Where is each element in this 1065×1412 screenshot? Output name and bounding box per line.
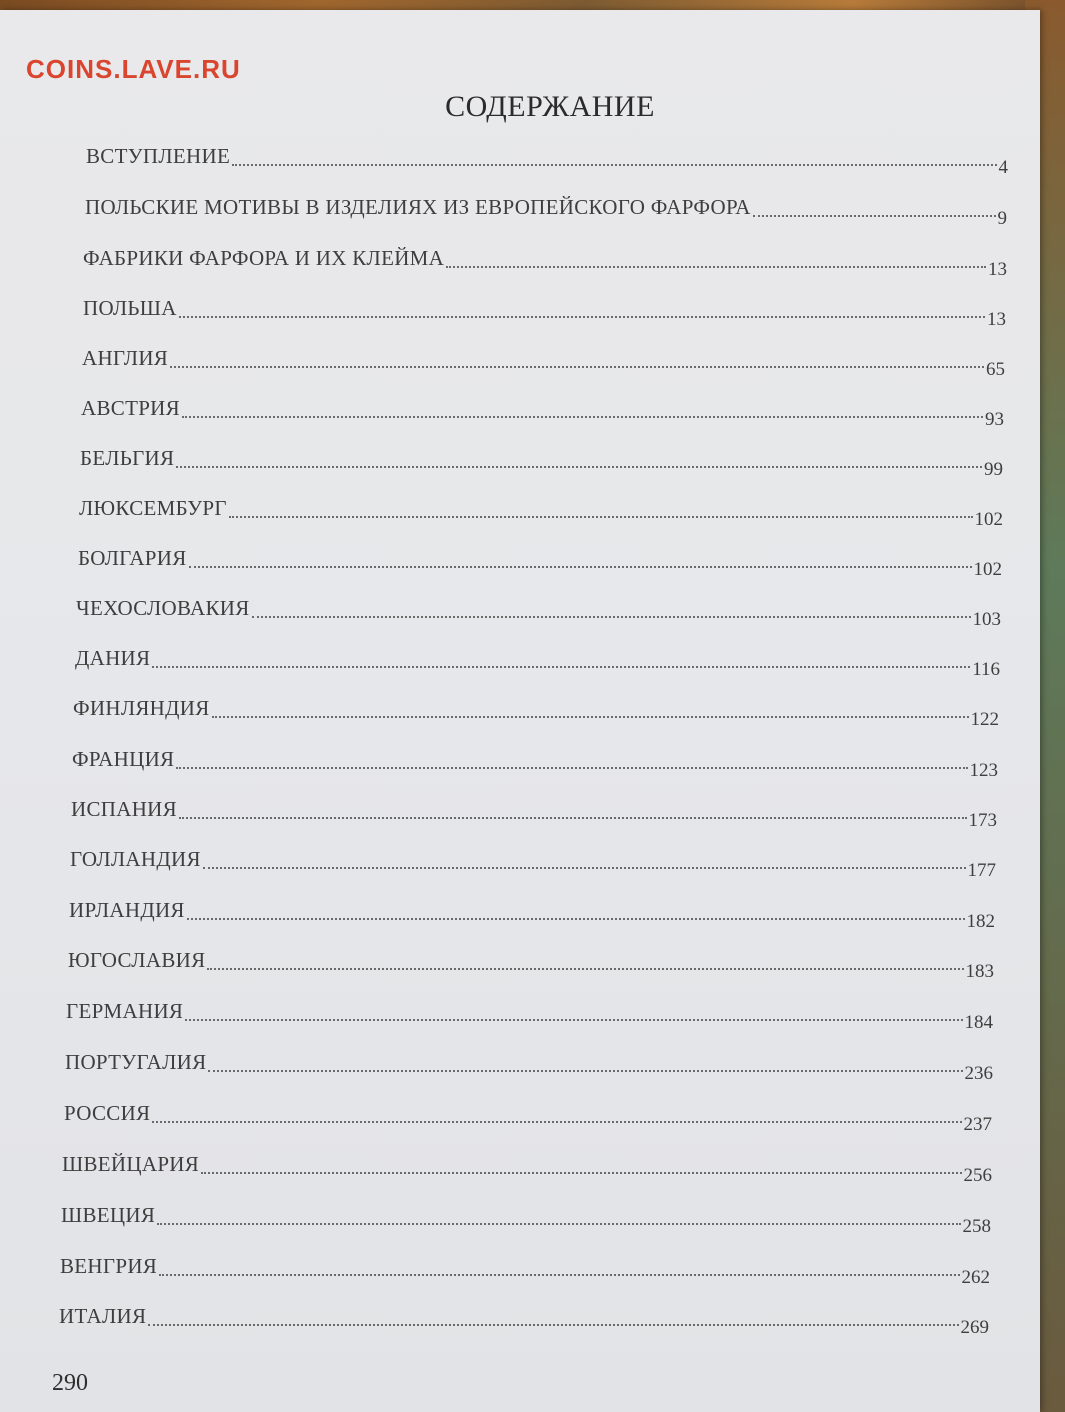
toc-entry: [76, 596, 1001, 630]
toc-entry-label: РОССИЯ: [64, 1101, 151, 1125]
toc-leader: [152, 1121, 961, 1123]
toc-entry-page: 256: [963, 1165, 992, 1186]
toc-entry: [71, 797, 997, 831]
toc-entry: [64, 1101, 992, 1135]
toc-entry: [82, 346, 1005, 380]
toc-entry-page: 258: [962, 1216, 991, 1237]
toc-entry: [60, 1254, 990, 1288]
toc-entry-label: ФРАНЦИЯ: [72, 747, 175, 771]
toc-entry: [65, 1050, 993, 1084]
toc-entry: [62, 1152, 992, 1186]
page-number: 290: [52, 1370, 88, 1396]
toc-entry-label: ИСПАНИЯ: [71, 797, 177, 821]
table-of-contents: [0, 10, 1040, 1412]
toc-entry-page: 9: [997, 208, 1007, 229]
toc-entry: [79, 496, 1003, 530]
toc-leader: [157, 1223, 960, 1225]
toc-entry: [61, 1203, 991, 1237]
toc-leader: [152, 666, 970, 668]
toc-leader: [187, 918, 965, 920]
toc-entry-label: ЛЮКСЕМБУРГ: [79, 496, 227, 520]
watermark: COINS.LAVE.RU: [26, 54, 241, 84]
toc-entry-page: 102: [973, 559, 1002, 580]
toc-entry-page: 116: [972, 659, 1000, 680]
page-title: СОДЕРЖАНИЕ: [445, 90, 655, 123]
toc-leader: [229, 516, 973, 518]
toc-entry: [85, 195, 1007, 229]
toc-entry-page: 262: [961, 1267, 990, 1288]
toc-entry-label: ВЕНГРИЯ: [60, 1254, 158, 1278]
toc-leader: [176, 466, 982, 468]
toc-entry-page: 182: [966, 911, 995, 932]
toc-leader: [170, 366, 984, 368]
toc-entry-page: 236: [964, 1063, 993, 1084]
toc-entry: [73, 696, 999, 730]
toc-leader: [232, 164, 996, 166]
toc-entry-label: ГОЛЛАНДИЯ: [70, 847, 201, 871]
toc-entry-label: ЮГОСЛАВИЯ: [68, 948, 206, 972]
toc-leader: [182, 416, 983, 418]
toc-entry: [83, 296, 1006, 330]
toc-entry-page: 4: [998, 157, 1008, 178]
toc-leader: [212, 716, 969, 718]
toc-entry: [69, 898, 995, 932]
toc-entry-label: ИРЛАНДИЯ: [69, 898, 185, 922]
toc-leader: [201, 1172, 961, 1174]
toc-entry-label: ПОРТУГАЛИЯ: [65, 1050, 207, 1074]
toc-entry-label: ФАБРИКИ ФАРФОРА И ИХ КЛЕЙМА: [83, 246, 445, 270]
toc-entry-page: 177: [967, 860, 996, 881]
toc-entry: [68, 948, 994, 982]
toc-leader: [179, 817, 967, 819]
toc-entry-label: АНГЛИЯ: [82, 346, 169, 370]
toc-leader: [203, 867, 966, 869]
toc-entry-label: ШВЕЦИЯ: [61, 1203, 156, 1227]
toc-entry-page: 237: [963, 1114, 992, 1135]
toc-entry: [75, 646, 1000, 680]
toc-entry-page: 122: [970, 709, 999, 730]
toc-entry-label: ФИНЛЯНДИЯ: [73, 696, 210, 720]
toc-entry: [59, 1304, 989, 1338]
toc-leader: [148, 1324, 958, 1326]
toc-entry-label: ИТАЛИЯ: [59, 1304, 147, 1328]
toc-entry: [72, 747, 998, 781]
toc-leader: [207, 968, 963, 970]
toc-entry-page: 173: [968, 810, 997, 831]
toc-leader: [179, 316, 985, 318]
toc-leader: [185, 1019, 962, 1021]
toc-entry-page: 103: [972, 609, 1001, 630]
toc-entry: [66, 999, 993, 1033]
toc-leader: [208, 1070, 962, 1072]
book-page: [0, 10, 1040, 1412]
toc-entry-label: АВСТРИЯ: [81, 396, 180, 420]
toc-entry-page: 93: [985, 409, 1004, 430]
toc-entry-page: 99: [984, 459, 1003, 480]
toc-leader: [446, 266, 986, 268]
toc-entry-page: 269: [960, 1317, 989, 1338]
toc-entry: [78, 546, 1002, 580]
toc-entry-page: 13: [988, 259, 1007, 280]
toc-entry-page: 184: [964, 1012, 993, 1033]
toc-entry-label: ПОЛЬСКИЕ МОТИВЫ В ИЗДЕЛИЯХ ИЗ ЕВРОПЕЙСКОГО ФАРФОРА: [85, 195, 751, 219]
toc-entry: [81, 396, 1004, 430]
toc-leader: [753, 215, 996, 217]
toc-entry-label: ЧЕХОСЛОВАКИЯ: [76, 596, 250, 620]
toc-entry: [83, 246, 1007, 280]
toc-entry-label: БОЛГАРИЯ: [78, 546, 187, 570]
toc-entry: [86, 144, 1008, 178]
toc-entry-label: БЕЛЬГИЯ: [80, 446, 175, 470]
toc-entry-page: 13: [987, 309, 1006, 330]
toc-entry-label: ГЕРМАНИЯ: [66, 999, 184, 1023]
toc-leader: [159, 1274, 959, 1276]
toc-entry-page: 183: [965, 961, 994, 982]
toc-leader: [252, 616, 971, 618]
toc-entry-label: ШВЕЙЦАРИЯ: [62, 1152, 200, 1176]
toc-entry-label: ВСТУПЛЕНИЕ: [86, 144, 231, 168]
toc-entry-page: 65: [986, 359, 1005, 380]
toc-entry-page: 123: [969, 760, 998, 781]
toc-entry-label: ДАНИЯ: [75, 646, 151, 670]
toc-leader: [189, 566, 972, 568]
toc-entry: [70, 847, 996, 881]
toc-leader: [176, 767, 967, 769]
toc-entry-label: ПОЛЬША: [83, 296, 177, 320]
toc-entry: [80, 446, 1003, 480]
toc-entry-page: 102: [974, 509, 1003, 530]
